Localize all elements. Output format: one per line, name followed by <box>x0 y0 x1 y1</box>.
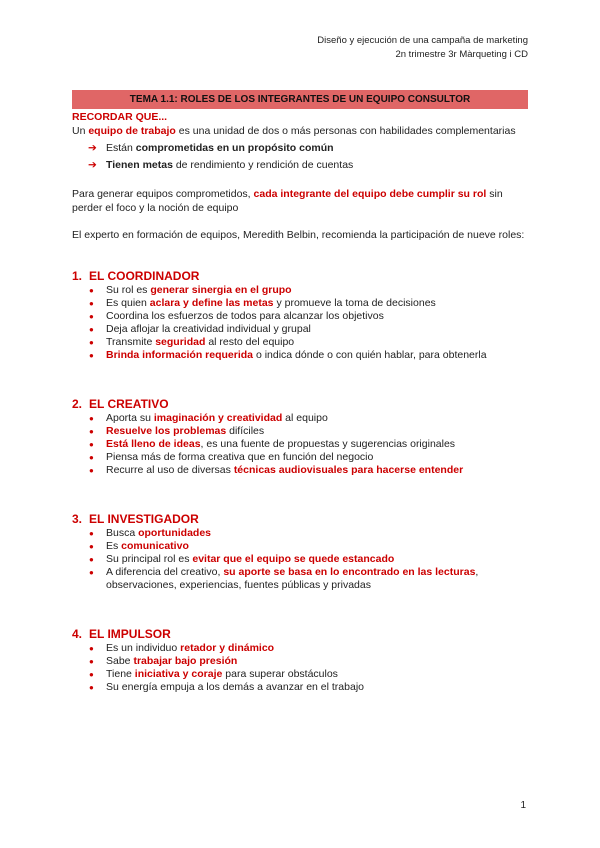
role-bullet-item <box>72 297 528 310</box>
point-text: Están <box>106 142 136 154</box>
recordar-heading: RECORDAR QUE... <box>72 111 168 123</box>
point-bold: Tienen metas <box>106 159 173 171</box>
arrow-icon: ➔ <box>88 142 97 154</box>
role-section <box>72 626 528 694</box>
bullet-icon: ● <box>89 644 94 653</box>
role-bullet-item <box>72 464 528 477</box>
bullet-red-text: comunicativo <box>121 540 189 552</box>
bullet-icon: ● <box>89 338 94 347</box>
arrow-icon: ➔ <box>88 159 97 171</box>
bullet-icon: ● <box>89 312 94 321</box>
role-number: 4. <box>72 627 83 641</box>
role-number: 2. <box>72 397 83 411</box>
bullet-icon: ● <box>89 670 94 679</box>
paragraph-text: Para generar equipos comprometidos, <box>72 188 254 200</box>
bullet-icon: ● <box>89 299 94 308</box>
topic-banner: TEMA 1.1: ROLES DE LOS INTEGRANTES DE UN EQUIPO CONSULTOR <box>72 90 528 109</box>
role-bullet-item <box>72 553 528 566</box>
role-bullet-item <box>72 336 528 349</box>
bullet-red-text: imaginación y creatividad <box>153 412 283 424</box>
bullet-icon: ● <box>89 657 94 666</box>
point-bold: comprometidas en un propósito común <box>135 142 334 154</box>
bullet-red-text: Resuelve los problemas <box>106 425 227 437</box>
bullet-red-text: trabajar bajo presión <box>133 655 238 667</box>
bullet-pre-text: Es <box>106 540 122 552</box>
team-definition <box>72 124 528 138</box>
bullet-pre-text: Su principal rol es <box>106 553 193 565</box>
bullet-pre-text: Busca <box>106 527 139 539</box>
role-title-text: EL IMPULSOR <box>89 627 171 641</box>
role-title-text: EL CREATIVO <box>89 397 169 411</box>
role-bullets <box>72 284 528 362</box>
role-bullets <box>72 412 528 477</box>
definition-point <box>72 157 528 174</box>
bullet-pre-text: Transmite <box>106 336 156 348</box>
header-term: 2n trimestre 3r Màrqueting i CD <box>395 49 528 60</box>
bullet-red-text: seguridad <box>155 336 206 348</box>
bullet-red-text: aclara y define las metas <box>149 297 274 309</box>
bullet-icon: ● <box>89 351 94 360</box>
bullet-icon: ● <box>89 414 94 423</box>
role-title <box>72 626 528 642</box>
bullet-pre-text: Piensa más de forma creativa que en función del negocio <box>106 451 374 463</box>
role-section <box>72 396 528 477</box>
bullet-post-text: , observaciones, experiencias, fuentes públicas y privadas <box>106 566 479 591</box>
bullet-post-text: o indica dónde o con quién hablar, para obtenerla <box>253 349 487 361</box>
bullet-red-text: su aporte se basa en lo encontrado en las lecturas <box>223 566 476 578</box>
definition-points <box>72 140 528 174</box>
bullet-pre-text: Su energía empuja a los demás a avanzar en el trabajo <box>106 681 364 693</box>
role-bullet-item <box>72 566 528 592</box>
bullet-pre-text: A diferencia del creativo, <box>106 566 224 578</box>
bullet-icon: ● <box>89 555 94 564</box>
role-title-text: EL INVESTIGADOR <box>89 512 199 526</box>
bullet-pre-text: Tiene <box>106 668 135 680</box>
role-title <box>72 511 528 527</box>
bullet-post-text: al equipo <box>282 412 328 424</box>
role-bullet-item <box>72 438 528 451</box>
bullet-red-text: Brinda información requerida <box>106 349 254 361</box>
definition-highlight: equipo de trabajo <box>88 125 176 137</box>
role-bullet-item <box>72 425 528 438</box>
role-section <box>72 511 528 592</box>
bullet-red-text: oportunidades <box>138 527 212 539</box>
bullet-icon: ● <box>89 427 94 436</box>
bullet-icon: ● <box>89 542 94 551</box>
bullet-post-text: , es una fuente de propuestas y sugerencias originales <box>200 438 456 450</box>
bullet-post-text: y promueve la toma de decisiones <box>273 297 436 309</box>
bullet-pre-text: Es un individuo <box>106 642 181 654</box>
commitment-paragraph <box>72 187 528 215</box>
role-bullet-item <box>72 412 528 425</box>
role-bullet-item <box>72 323 528 336</box>
bullet-pre-text: Coordina los esfuerzos de todos para alcanzar los objetivos <box>106 310 384 322</box>
bullet-pre-text: Su rol es <box>106 284 151 296</box>
bullet-icon: ● <box>89 529 94 538</box>
bullet-pre-text: Es quien <box>106 297 150 309</box>
bullet-red-text: iniciativa y coraje <box>134 668 223 680</box>
role-section <box>72 268 528 362</box>
role-bullet-item <box>72 668 528 681</box>
bullet-post-text: difíciles <box>226 425 265 437</box>
document-body <box>72 110 528 694</box>
bullet-red-text: técnicas audiovisuales para hacerse entender <box>233 464 464 476</box>
bullet-pre-text: Recurre al uso de diversas <box>106 464 234 476</box>
bullet-icon: ● <box>89 466 94 475</box>
bullet-icon: ● <box>89 325 94 334</box>
role-bullets <box>72 642 528 694</box>
paragraph-text-rest: sin perder el foco y la noción de equipo <box>72 188 503 214</box>
role-title <box>72 396 528 412</box>
bullet-icon: ● <box>89 568 94 577</box>
role-number: 1. <box>72 269 83 283</box>
role-bullet-item <box>72 655 528 668</box>
header-course-title: Diseño y ejecución de una campaña de marketing <box>317 35 528 46</box>
role-bullet-item <box>72 310 528 323</box>
role-number: 3. <box>72 512 83 526</box>
bullet-red-text: retador y dinámico <box>180 642 275 654</box>
bullet-icon: ● <box>89 683 94 692</box>
bullet-icon: ● <box>89 440 94 449</box>
role-bullet-item <box>72 540 528 553</box>
role-bullet-item <box>72 527 528 540</box>
role-title-text: EL COORDINADOR <box>89 269 200 283</box>
bullet-pre-text: Deja aflojar la creatividad individual y grupal <box>106 323 311 335</box>
role-bullet-item <box>72 349 528 362</box>
definition-text-rest: es una unidad de dos o más personas con habilidades complementarias <box>175 125 516 137</box>
roles-sections <box>72 268 528 694</box>
bullet-pre-text: Aporta su <box>106 412 154 424</box>
role-bullet-item <box>72 284 528 297</box>
point-text: de rendimiento y rendición de cuentas <box>172 159 354 171</box>
role-bullet-item <box>72 681 528 694</box>
paragraph-highlight: cada integrante del equipo debe cumplir su rol <box>253 188 487 200</box>
bullet-post-text: para superar obstáculos <box>222 668 338 680</box>
bullet-icon: ● <box>89 286 94 295</box>
role-bullets <box>72 527 528 592</box>
page-header <box>317 34 528 62</box>
bullet-pre-text: Sabe <box>106 655 134 667</box>
role-bullet-item <box>72 451 528 464</box>
bullet-red-text: generar sinergia en el grupo <box>150 284 292 296</box>
belbin-paragraph: El experto en formación de equipos, Meredith Belbin, recomienda la participación de nueve roles: <box>72 229 525 241</box>
definition-text: Un <box>72 125 89 137</box>
definition-point <box>72 140 528 157</box>
bullet-red-text: evitar que el equipo se quede estancado <box>192 553 395 565</box>
bullet-red-text: Está lleno de ideas <box>106 438 201 450</box>
role-bullet-item <box>72 642 528 655</box>
bullet-post-text: al resto del equipo <box>205 336 295 348</box>
role-title <box>72 268 528 284</box>
page-number: 1 <box>520 800 526 811</box>
bullet-icon: ● <box>89 453 94 462</box>
